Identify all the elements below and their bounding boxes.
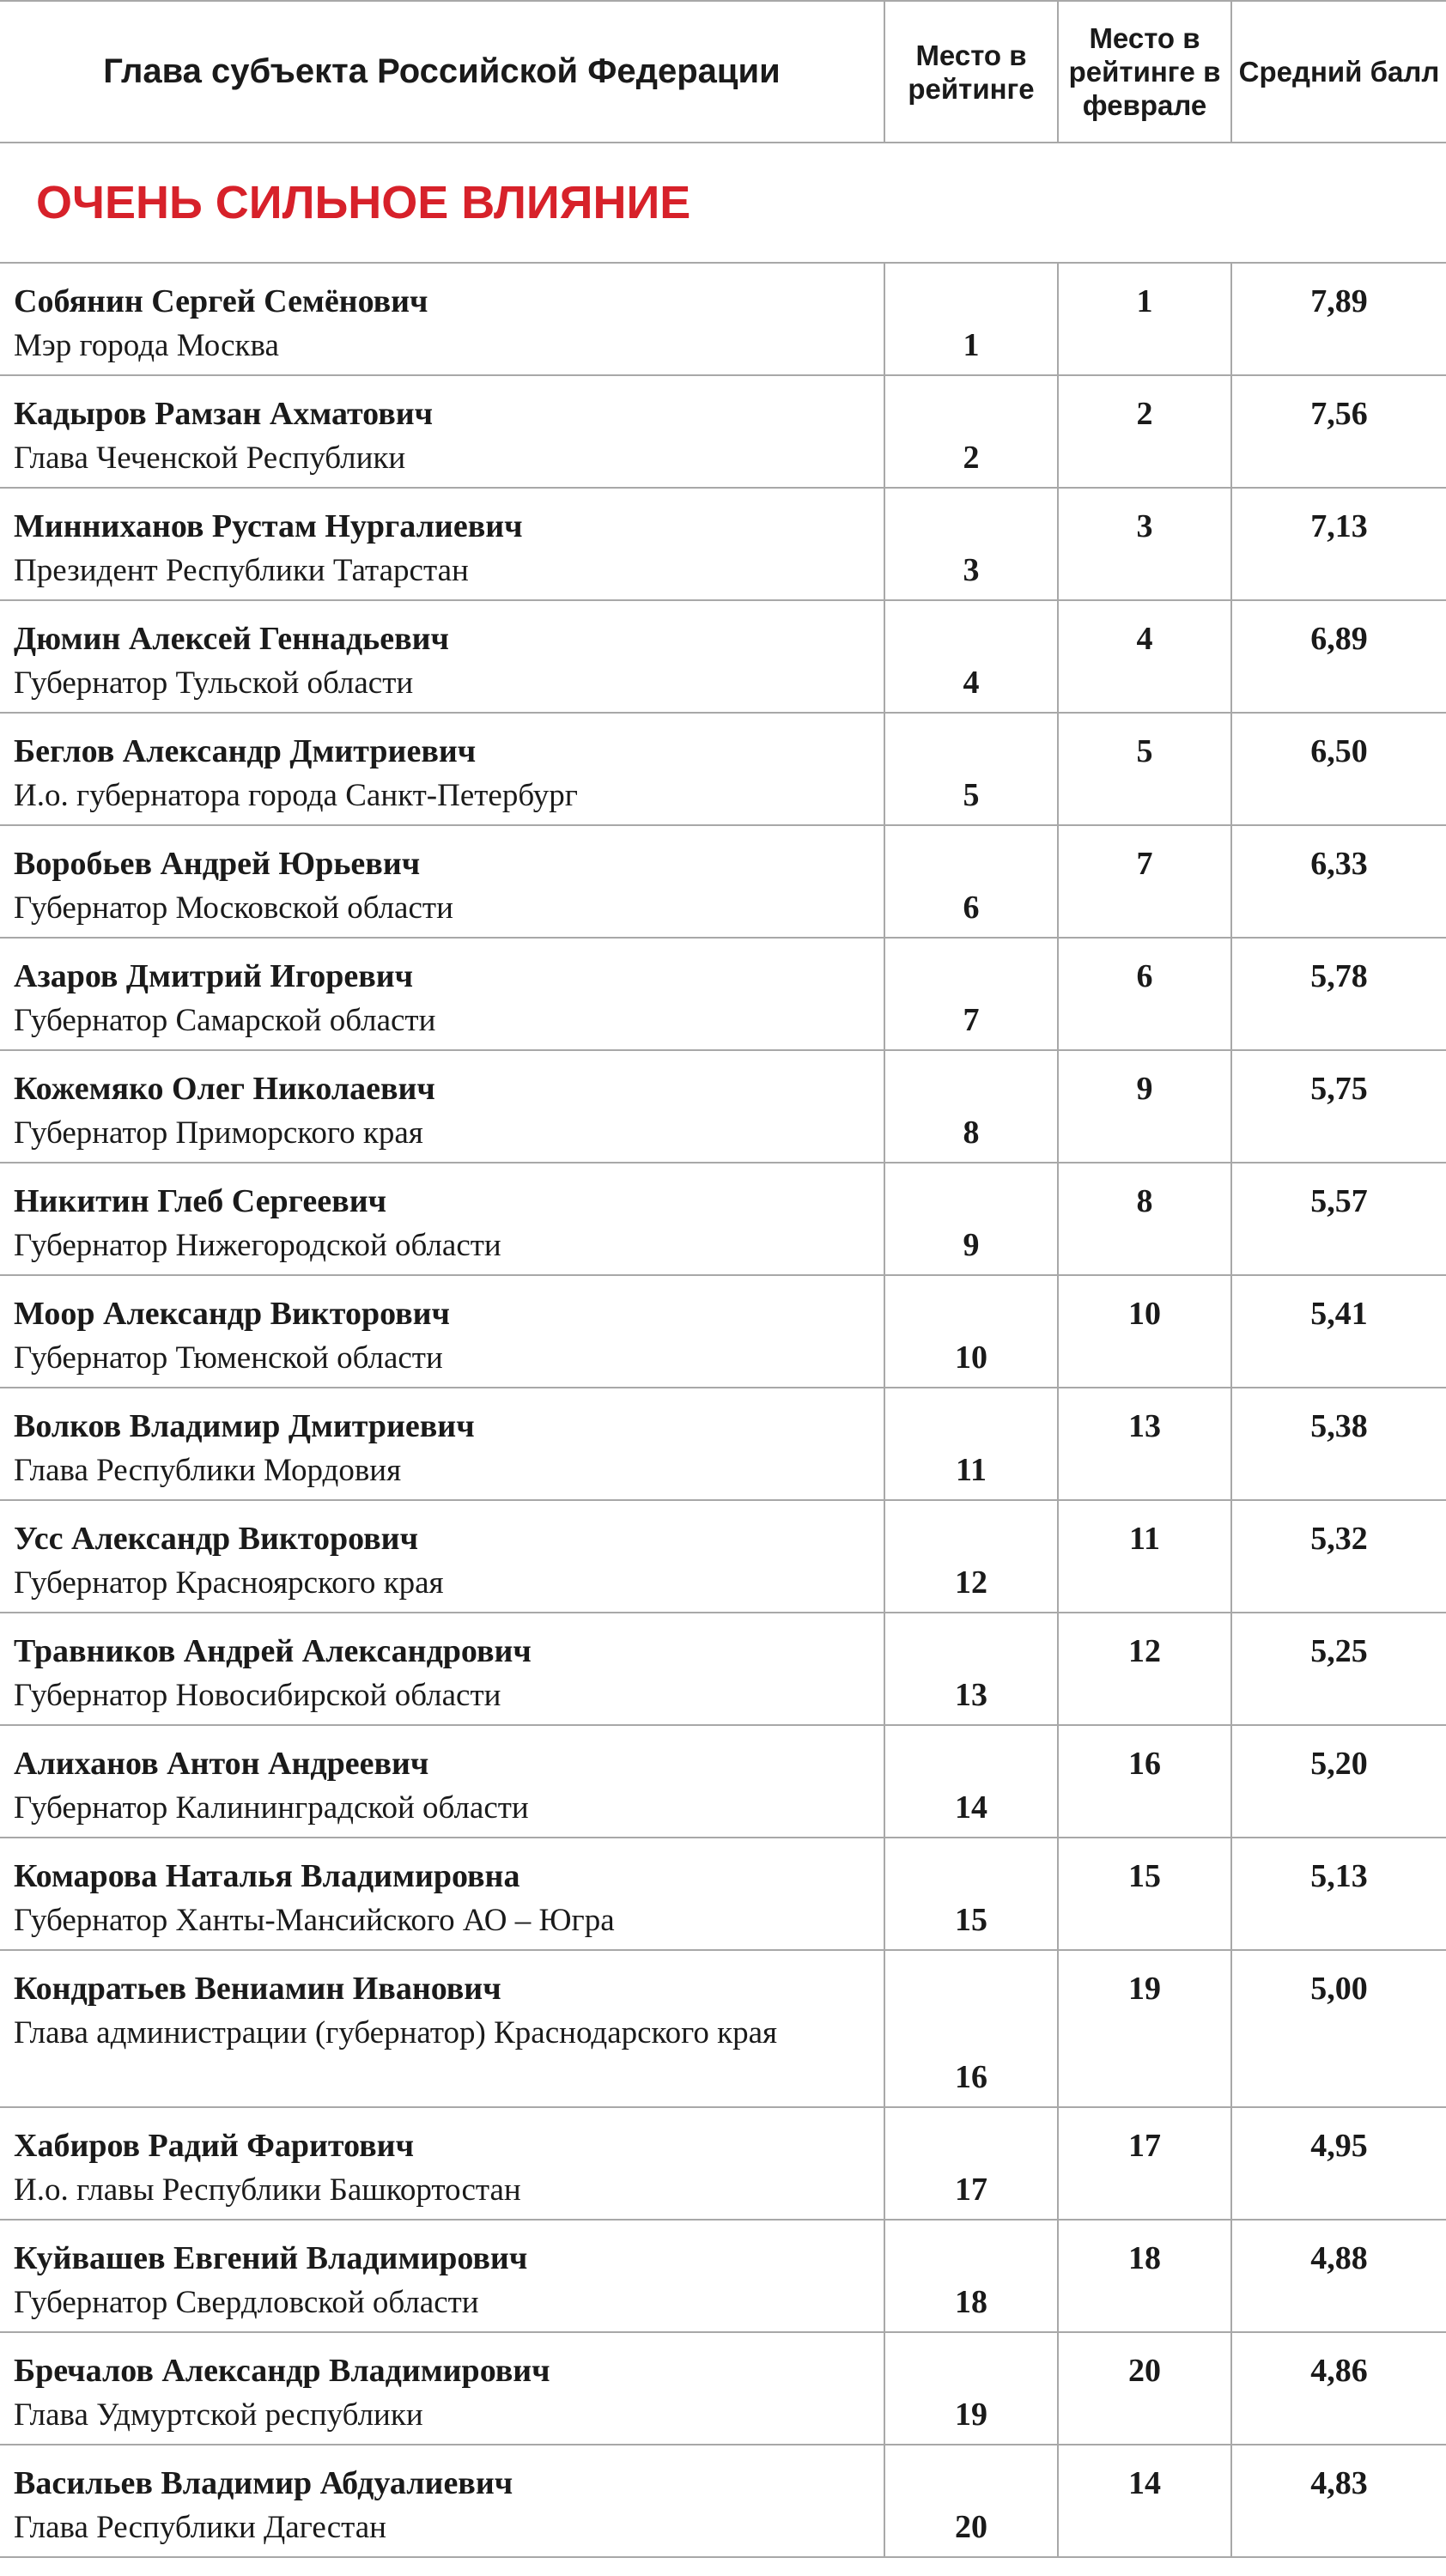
average-score-cell: 5,25 <box>1231 1613 1446 1725</box>
average-score-cell: 7,13 <box>1231 488 1446 600</box>
person-name: Кожемяко Олег Николаевич <box>14 1071 435 1107</box>
table-row <box>0 1388 1446 1500</box>
february-rank-cell: 14 <box>1058 2445 1231 2557</box>
february-rank-cell: 8 <box>1058 1163 1231 1275</box>
average-score-cell: 5,32 <box>1231 1500 1446 1613</box>
person-cell <box>0 1950 884 2107</box>
person-cell <box>0 1613 884 1725</box>
rank-cell: 17 <box>884 2107 1058 2220</box>
person-name: Васильев Владимир Абдуалиевич <box>14 2465 513 2501</box>
rank-cell: 13 <box>884 1613 1058 1725</box>
header-rank: Место в рейтинге <box>884 1 1058 143</box>
person-title: Президент Республики Татарстан <box>14 553 469 588</box>
person-name: Алиханов Антон Андреевич <box>14 1746 429 1782</box>
average-score-cell: 5,00 <box>1231 1950 1446 2107</box>
table-row <box>0 2445 1446 2557</box>
table-row <box>0 1275 1446 1388</box>
person-title: Глава администрации (губернатор) Краснодарского края <box>14 2015 778 2050</box>
table-row <box>0 1050 1446 1163</box>
person-cell <box>0 1050 884 1163</box>
section-title: ОЧЕНЬ СИЛЬНОЕ ВЛИЯНИЕ <box>0 143 1446 263</box>
february-rank-cell: 20 <box>1058 2332 1231 2445</box>
table-row <box>0 375 1446 488</box>
february-rank-cell: 3 <box>1058 488 1231 600</box>
average-score-cell: 5,41 <box>1231 1275 1446 1388</box>
average-score-cell: 5,78 <box>1231 938 1446 1050</box>
person-name: Бречалов Александр Владимирович <box>14 2353 550 2389</box>
person-name: Комарова Наталья Владимировна <box>14 1858 520 1894</box>
february-rank-cell: 11 <box>1058 1500 1231 1613</box>
february-rank-cell: 16 <box>1058 1725 1231 1838</box>
person-name: Никитин Глеб Сергеевич <box>14 1183 387 1219</box>
person-name: Куйвашев Евгений Владимирович <box>14 2240 528 2276</box>
person-title: Губернатор Самарской области <box>14 1003 436 1038</box>
person-cell <box>0 488 884 600</box>
person-cell <box>0 1163 884 1275</box>
february-rank-cell: 6 <box>1058 938 1231 1050</box>
table-header <box>0 1 1446 143</box>
february-rank-cell: 19 <box>1058 1950 1231 2107</box>
rank-cell: 15 <box>884 1838 1058 1950</box>
february-rank-cell: 10 <box>1058 1275 1231 1388</box>
table-row <box>0 263 1446 375</box>
person-name: Минниханов Рустам Нургалиевич <box>14 508 523 544</box>
february-rank-cell: 1 <box>1058 263 1231 375</box>
person-cell <box>0 713 884 825</box>
rank-cell: 7 <box>884 938 1058 1050</box>
person-title: Глава Удмуртской республики <box>14 2397 423 2433</box>
section-row <box>0 143 1446 263</box>
average-score-cell: 4,83 <box>1231 2445 1446 2557</box>
table-row <box>0 1163 1446 1275</box>
person-title: Губернатор Свердловской области <box>14 2285 479 2320</box>
person-cell <box>0 1725 884 1838</box>
february-rank-cell: 7 <box>1058 825 1231 938</box>
person-name: Хабиров Радий Фаритович <box>14 2128 415 2164</box>
table-row <box>0 2332 1446 2445</box>
table-row <box>0 713 1446 825</box>
person-cell <box>0 2220 884 2332</box>
table-row <box>0 2220 1446 2332</box>
rank-cell: 6 <box>884 825 1058 938</box>
person-title: И.о. главы Республики Башкортостан <box>14 2172 521 2208</box>
person-title: Губернатор Ханты-Мансийского АО – Югра <box>14 1903 615 1938</box>
rank-cell: 10 <box>884 1275 1058 1388</box>
person-title: Губернатор Красноярского края <box>14 1565 444 1601</box>
person-title: Губернатор Нижегородской области <box>14 1228 501 1263</box>
person-name: Кадыров Рамзан Ахматович <box>14 396 434 432</box>
table-row <box>0 1613 1446 1725</box>
table-row <box>0 1500 1446 1613</box>
february-rank-cell: 4 <box>1058 600 1231 713</box>
person-title: Глава Республики Дагестан <box>14 2510 386 2545</box>
average-score-cell: 6,50 <box>1231 713 1446 825</box>
rank-cell: 9 <box>884 1163 1058 1275</box>
average-score-cell: 4,88 <box>1231 2220 1446 2332</box>
february-rank-cell: 2 <box>1058 375 1231 488</box>
table-row <box>0 1950 1446 2107</box>
person-title: Губернатор Тюменской области <box>14 1340 443 1376</box>
average-score-cell: 5,38 <box>1231 1388 1446 1500</box>
average-score-cell: 6,89 <box>1231 600 1446 713</box>
person-cell <box>0 2445 884 2557</box>
average-score-cell: 5,20 <box>1231 1725 1446 1838</box>
rank-cell: 14 <box>884 1725 1058 1838</box>
table-row <box>0 488 1446 600</box>
rank-cell: 16 <box>884 1950 1058 2107</box>
person-title: Глава Республики Мордовия <box>14 1453 402 1488</box>
average-score-cell: 7,89 <box>1231 263 1446 375</box>
person-name: Травников Андрей Александрович <box>14 1633 532 1669</box>
rank-cell: 19 <box>884 2332 1058 2445</box>
person-name: Волков Владимир Дмитриевич <box>14 1408 475 1444</box>
person-cell <box>0 2107 884 2220</box>
rank-cell: 12 <box>884 1500 1058 1613</box>
header-rank-february: Место в рейтинге в феврале <box>1058 1 1231 143</box>
average-score-cell: 5,75 <box>1231 1050 1446 1163</box>
person-cell <box>0 1388 884 1500</box>
person-title: Губернатор Новосибирской области <box>14 1678 501 1713</box>
average-score-cell: 6,33 <box>1231 825 1446 938</box>
average-score-cell: 4,95 <box>1231 2107 1446 2220</box>
person-title: Губернатор Тульской области <box>14 665 414 701</box>
rank-cell: 18 <box>884 2220 1058 2332</box>
person-name: Собянин Сергей Семёнович <box>14 283 428 319</box>
february-rank-cell: 9 <box>1058 1050 1231 1163</box>
table-row <box>0 825 1446 938</box>
rank-cell: 20 <box>884 2445 1058 2557</box>
average-score-cell: 5,13 <box>1231 1838 1446 1950</box>
february-rank-cell: 17 <box>1058 2107 1231 2220</box>
average-score-cell: 4,86 <box>1231 2332 1446 2445</box>
table-row <box>0 600 1446 713</box>
person-name: Усс Александр Викторович <box>14 1521 419 1557</box>
header-head-of-region: Глава субъекта Российской Федерации <box>0 1 884 143</box>
person-cell <box>0 2332 884 2445</box>
average-score-cell: 5,57 <box>1231 1163 1446 1275</box>
person-cell <box>0 1500 884 1613</box>
person-title: Глава Чеченской Республики <box>14 440 406 476</box>
rank-cell: 8 <box>884 1050 1058 1163</box>
person-cell <box>0 375 884 488</box>
average-score-cell: 7,56 <box>1231 375 1446 488</box>
person-title: Губернатор Калининградской области <box>14 1790 529 1826</box>
february-rank-cell: 13 <box>1058 1388 1231 1500</box>
person-cell <box>0 600 884 713</box>
person-name: Моор Александр Викторович <box>14 1296 450 1332</box>
february-rank-cell: 5 <box>1058 713 1231 825</box>
person-name: Дюмин Алексей Геннадьевич <box>14 621 449 657</box>
person-name: Беглов Александр Дмитриевич <box>14 733 477 769</box>
february-rank-cell: 18 <box>1058 2220 1231 2332</box>
person-cell <box>0 263 884 375</box>
table-body <box>0 143 1446 2557</box>
person-title: Губернатор Приморского края <box>14 1115 423 1151</box>
person-title: Губернатор Московской области <box>14 890 453 926</box>
rank-cell: 2 <box>884 375 1058 488</box>
person-title: И.о. губернатора города Санкт-Петербург <box>14 778 578 813</box>
table-row <box>0 938 1446 1050</box>
person-name: Азаров Дмитрий Игоревич <box>14 958 414 994</box>
person-name: Кондратьев Вениамин Иванович <box>14 1971 501 2007</box>
person-cell <box>0 938 884 1050</box>
person-cell <box>0 1275 884 1388</box>
header-average-score: Средний балл <box>1231 1 1446 143</box>
rank-cell: 3 <box>884 488 1058 600</box>
table-row <box>0 1725 1446 1838</box>
rank-cell: 11 <box>884 1388 1058 1500</box>
february-rank-cell: 15 <box>1058 1838 1231 1950</box>
table-row <box>0 1838 1446 1950</box>
february-rank-cell: 12 <box>1058 1613 1231 1725</box>
person-cell <box>0 1838 884 1950</box>
person-title: Мэр города Москва <box>14 328 279 363</box>
rank-cell: 4 <box>884 600 1058 713</box>
rank-cell: 5 <box>884 713 1058 825</box>
table-row <box>0 2107 1446 2220</box>
person-cell <box>0 825 884 938</box>
person-name: Воробьев Андрей Юрьевич <box>14 846 421 882</box>
rank-cell: 1 <box>884 263 1058 375</box>
